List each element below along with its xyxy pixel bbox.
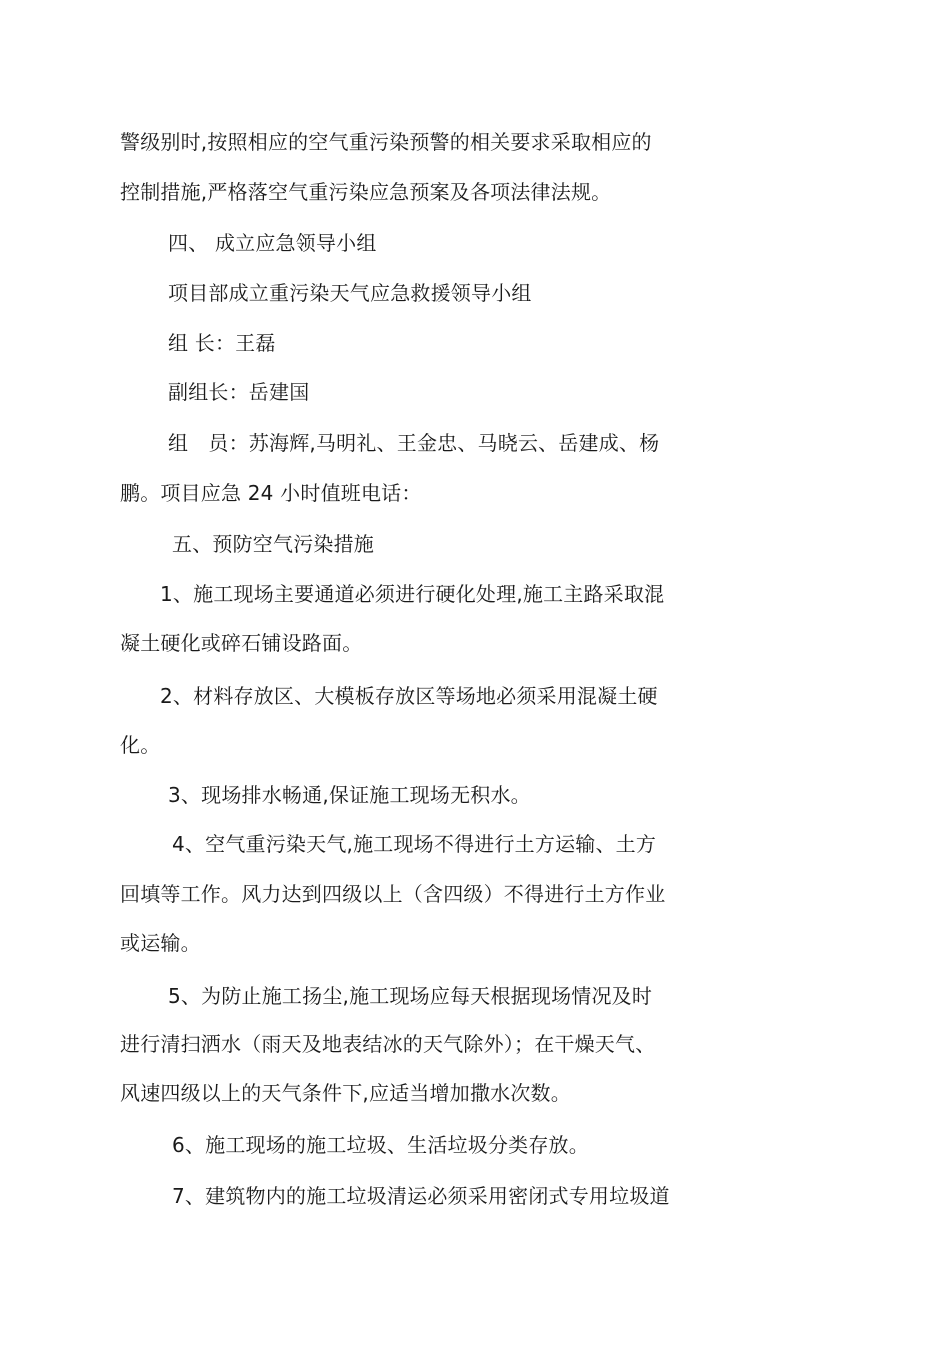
deputy-leader-line: 副组长：岳建国 xyxy=(168,380,310,404)
list-item-4: 4、空气重污染天气,施工现场不得进行土方运输、土方 xyxy=(172,832,657,856)
section-heading-5: 五、预防空气污染措施 xyxy=(172,532,374,556)
hotline-line: 鹏。项目应急 24 小时值班电话： xyxy=(120,481,422,505)
list-item-1: 1、施工现场主要通道必须进行硬化处理,施工主路采取混 xyxy=(160,582,665,606)
leader-line: 组 长：王磊 xyxy=(168,331,276,355)
list-item-5: 5、为防止施工扬尘,施工现场应每天根据现场情况及时 xyxy=(168,984,653,1008)
list-item-5-cont: 风速四级以上的天气条件下,应适当增加撒水次数。 xyxy=(120,1081,571,1105)
list-item-2-cont: 化。 xyxy=(120,733,161,757)
paragraph-line: 警级别时,按照相应的空气重污染预警的相关要求采取相应的 xyxy=(120,130,652,154)
paragraph-line: 控制措施,严格落空气重污染应急预案及各项法律法规。 xyxy=(120,180,612,204)
list-item-5-cont: 进行清扫洒水（雨天及地表结冰的天气除外）；在干燥天气、 xyxy=(120,1032,656,1056)
list-item-7: 7、建筑物内的施工垃圾清运必须采用密闭式专用垃圾道 xyxy=(172,1184,670,1208)
list-item-6: 6、施工现场的施工垃圾、生活垃圾分类存放。 xyxy=(172,1133,589,1157)
list-item-3: 3、现场排水畅通,保证施工现场无积水。 xyxy=(168,783,531,807)
list-item-1-cont: 凝土硬化或碎石铺设路面。 xyxy=(120,631,363,655)
paragraph-line: 项目部成立重污染天气应急救援领导小组 xyxy=(168,281,532,305)
list-item-2: 2、材料存放区、大模板存放区等场地必须采用混凝土硬 xyxy=(160,684,658,708)
list-item-4-cont: 回填等工作。风力达到四级以上（含四级）不得进行土方作业 xyxy=(120,882,666,906)
members-line: 组 员：苏海辉,马明礼、王金忠、马晓云、岳建成、杨 xyxy=(168,431,660,455)
section-heading-4: 四、 成立应急领导小组 xyxy=(168,231,377,255)
list-item-4-cont: 或运输。 xyxy=(120,931,201,955)
